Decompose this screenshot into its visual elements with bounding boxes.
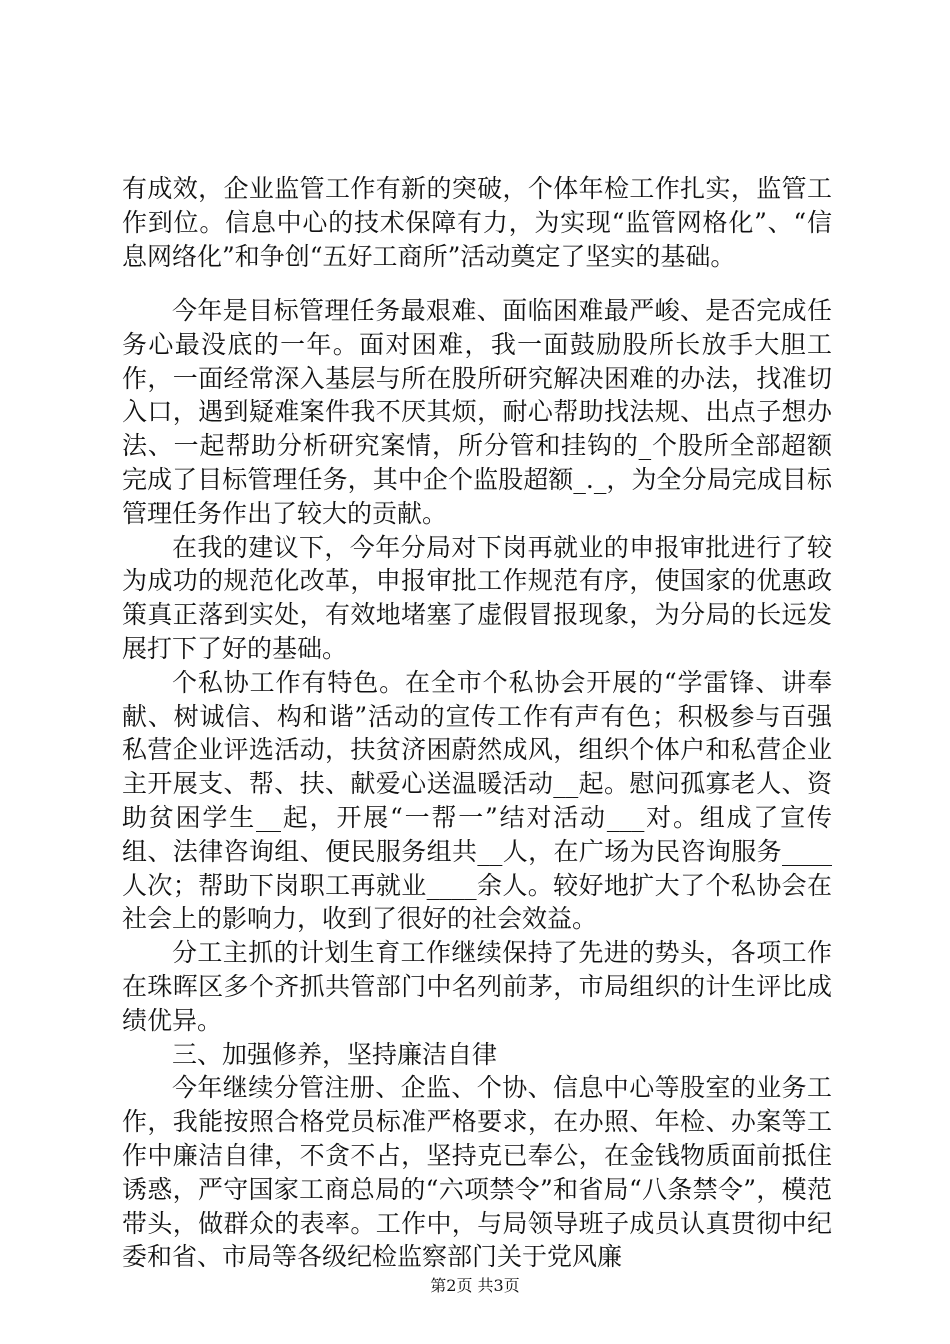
paragraph-reemployment-reform: 在我的建议下，今年分局对下岗再就业的申报审批进行了较为成功的规范化改革，申报审批工作规范有序，使国家的优惠政策真正落到实处，有效地堵塞了虚假冒报现象，为分局的长远发展打下了好的基础。 (122, 532, 832, 663)
section-heading-self-discipline: 三、加强修养，坚持廉洁自律 (172, 1039, 498, 1069)
paragraph-family-planning: 分工主抓的计划生育工作继续保持了先进的势头，各项工作在珠晖区多个齐抓共管部门中名列前茅，市局组织的计生评比成绩优异。 (122, 938, 832, 1035)
paragraph-target-management: 今年是目标管理任务最艰难、面临困难最严峻、是否完成任务心最没底的一年。面对困难，我一面鼓励股所长放手大胆工作，一面经常深入基层与所在股所研究解决困难的办法，找准切入口，遇到疑难案件我不厌其烦，耐心帮助找法规、出点子想办法、一起帮助分析研究案情，所分管和挂钩的_个股所全部超额完成了目标管理任务，其中企个监股超额_._，为全分局完成目标管理任务作出了较大的贡献。 (122, 296, 832, 528)
main-text-block (122, 294, 832, 1274)
paragraph-integrity: 今年继续分管注册、企监、个协、信息中心等股室的业务工作，我能按照合格党员标准严格要求，在办照、年检、办案等工作中廉洁自律，不贪不占，坚持克已奉公，在金钱物质面前抵住诱惑，严守国家工商总局的“六项禁令”和省局“八条禁令”，模范带头，做群众的表率。工作中，与局领导班子成员认真贯彻中纪委和省、市局等各级纪检监察部门关于党风廉 (122, 1073, 832, 1272)
top-text-block (122, 172, 832, 273)
paragraph-continuation: 有成效，企业监管工作有新的突破，个体年检工作扎实，监管工作到位。信息中心的技术保障有力，为实现“监管网格化”、“信息网络化”和争创“五好工商所”活动奠定了坚实的基础。 (122, 174, 832, 271)
page-footer: 第2页 共3页 (430, 1276, 520, 1295)
paragraph-private-association: 个私协工作有特色。在全市个私协会开展的“学雷锋、讲奉献、树诚信、构和谐”活动的宣传工作有声有色；积极参与百强私营企业评选活动，扶贫济困蔚然成风，组织个体户和私营企业主开展支、帮、扶、献爱心送温暖活动__起。慰问孤寡老人、资助贫困学生__起，开展“一帮一”结对活动___对。组成了宣传组、法律咨询组、便民服务组共__人，在广场为民咨询服务____人次；帮助下岗职工再就业____余人。较好地扩大了个私协会在社会上的影响力，收到了很好的社会效益。 (122, 667, 832, 934)
